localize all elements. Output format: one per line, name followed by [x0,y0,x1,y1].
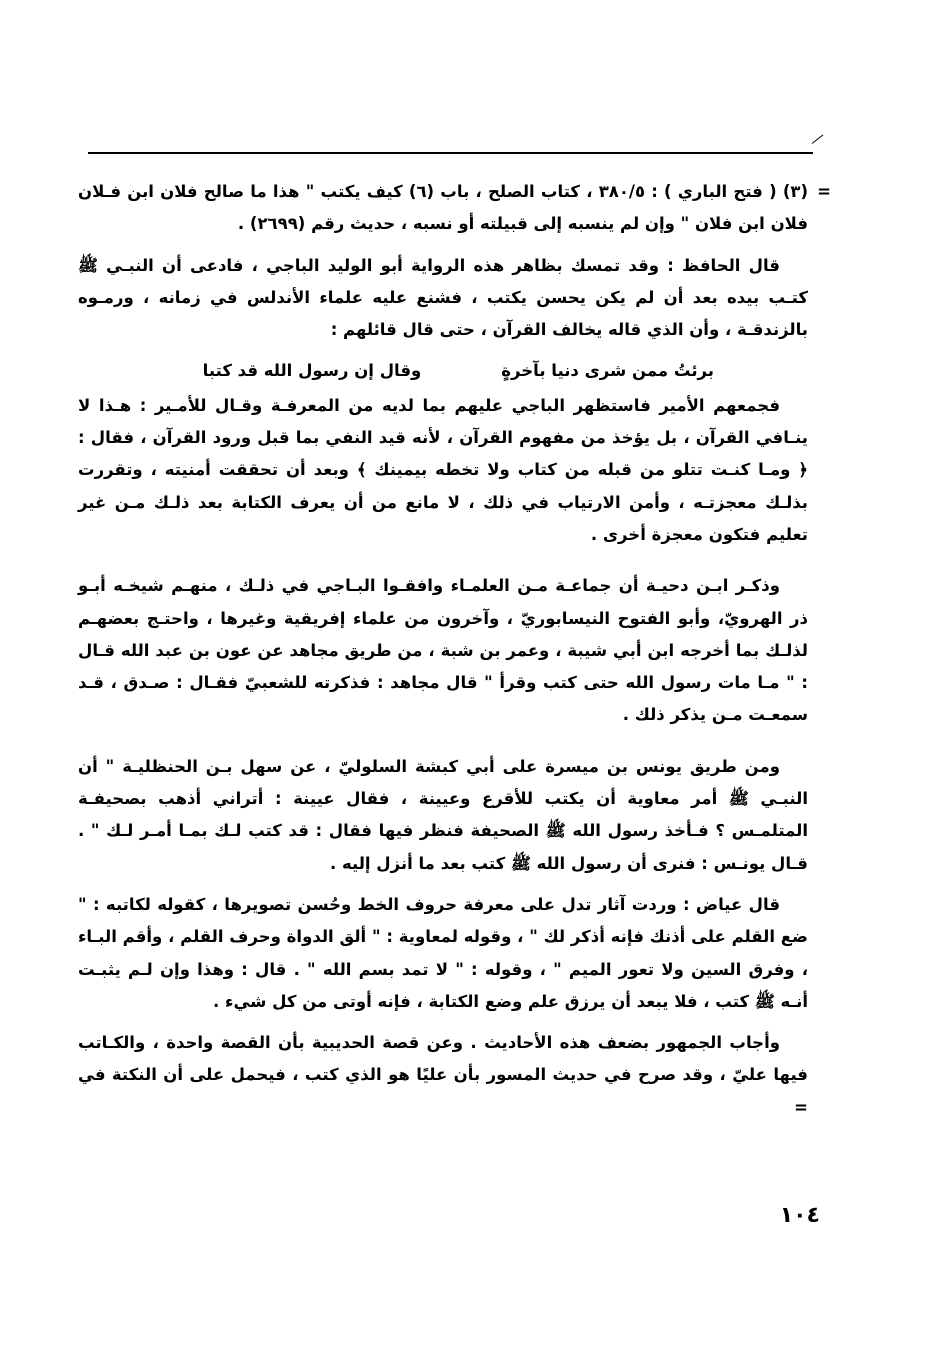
page-number: ١٠٤ [779,1203,820,1228]
verse-hemistich-left: وقال إن رسول الله قد كتبا [202,361,422,381]
poetry-verse [78,355,808,387]
body-text [78,176,808,1124]
paragraph-amir-end: ﴾ وبعد أن تحققت أمنيته ، وتقررت بذلـك معجزتـه ، وأمن الارتياب في ذلك ، لا مانع من أن يعرف الكتابة بعد ذلـك مـن غير تعليم فتكون معجزة أخرى . [78,460,808,544]
paragraph-amir [78,390,808,551]
paragraph-amir-start: فجمعهم الأمير فاستظهر الباجي عليهم بما لديه من المعرفـة وقـال للأمـير : هـذا لا ينـافي القرآن ، بل يؤخذ من مفهوم القرآن ، لأنه قيد النفي بما قبل ورود القرآن ، فقال : ﴿ [78,395,809,480]
paragraph-yunus: ومن طريق يونس بن ميسرة على أبي كبشة السلوليّ ، عن سهل بـن الحنظليـة " أن النبـي ﷺ أمر معاوية أن يكتب للأقرع وعيينة ، فقال عيينة : أتراني أذهب بصحيفـة المتلمـس ؟ فـأخذ رسول الله ﷺ الصحيفة فنظر فيها فقال : قد كتب لـك بمـا أمـر لـك " . قـال يونـس : فنرى أن رسول الله ﷺ كتب بعد ما أنزل إليه . [78,756,808,873]
paragraph-iyad: قال عياض : وردت آثار تدل على معرفة حروف الخط وحُسن تصويرها ، كقوله لكاتبه : " ضع القلم على أذنك فإنه أذكر لك " ، وقوله لمعاوية : " ألق الدواة وحرف القلم ، وأقم البـاء ، وفرق السين ولا تعور الميم " ، وقوله : " لا تمد بسم الله " . قال : وهذا وإن لـم يثبـت أنـه ﷺ كتب ، فلا يبعد أن يرزق علم وضع الكتابة ، فإنه أوتى من كل شيء . [78,894,808,1011]
verse-hemistich-right: برئتُ ممن شرى دنيا بآخرةٍ [501,361,714,381]
footnote-reference: (٣) ( فتح الباري ) : ٣٨٠/٥ ، كتاب الصلح ، باب (٦) كيف يكتب " هذا ما صالح فلان ابن فـلان فلان ابن فلان " وإن لم ينسبه إلى قبيلته أو نسبه ، حديث رقم (٢٦٩٩) . [78,182,808,234]
quran-quote: ومـا كنـت تتلو من قبله من كتاب ولا تخطه بيمينك [374,460,791,480]
separator-tick-mark [812,134,824,143]
continuation-marker: = [817,182,831,201]
paragraph-jumhur: وأجاب الجمهور بضعف هذه الأحاديث . وعن قصة الحديبية بأن القصة واحدة ، والكـاتب فيها عليّ ، وقد صرح في حديث المسور بأن عليًا هو الذي كتب ، فيحمل على أن النكتة في = [78,1033,808,1117]
paragraph-ibn-dihya: وذكـر ابـن دحيـة أن جماعـة مـن العلمـاء وافقـوا البـاجي في ذلـك ، منهـم شيخـه أبـو ذر الهرويّ، وأبو الفتوح النيسابوريّ ، وآخرون من علماء إفريقية وغيرها ، واحتـج بعضهـم لذلـك بما أخرجه ابن أبي شيبة ، وعمر بن شبة ، من طريق مجاهد عن عون بن عبد الله قـال : " مـا مات رسول الله حتى كتب وقرأ " قال مجاهد : فذكرته للشعبيّ فقـال : صـدق ، قـد سمعـت مـن يذكر ذلك . [78,576,808,725]
paragraph-hafiz: قال الحافظ : وقد تمسك بظاهر هذه الرواية أبو الوليد الباجي ، فادعى أن النبـي ﷺ كتـب بيده بعد أن لم يكن يحسن يكتب ، فشنع عليه علماء الأندلس في زمانه ، ورمـوه بالزندقـة ، وأن الذي قاله يخالف القرآن ، حتى قال قائلهم : [78,255,808,340]
footnote-separator-rule [88,152,813,154]
